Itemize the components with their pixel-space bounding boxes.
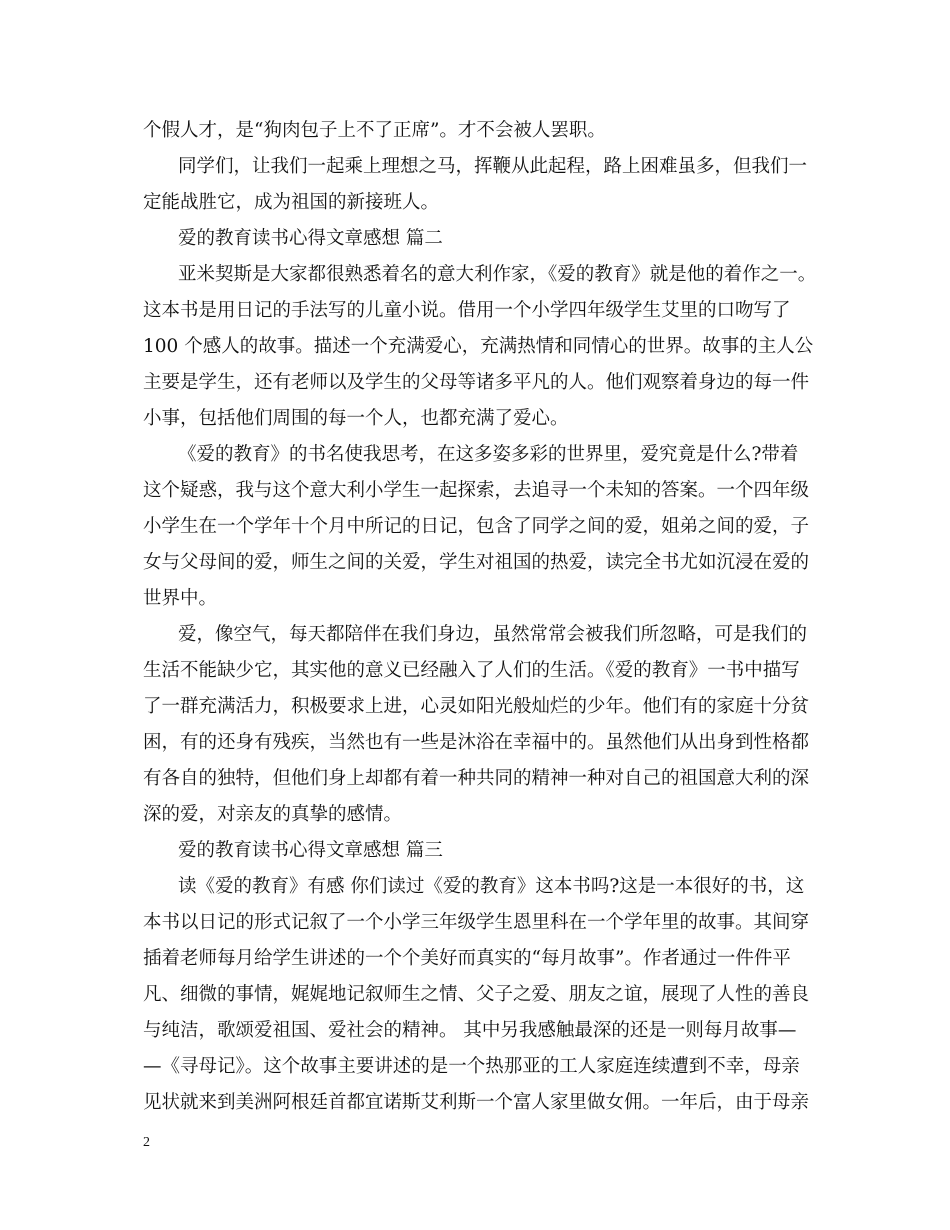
text-line: 见状就来到美洲阿根廷首都宜诺斯艾利斯一个富人家里做女佣。一年后，由于母亲 (143, 1092, 810, 1113)
text-line: —《寻母记》。这个故事主要讲述的是一个热那亚的工人家庭连续遭到不幸，母亲 (143, 1056, 800, 1077)
text-line: 插着老师每月给学生讲述的一个个美好而真实的“每月故事”。作者通过一件件平 (143, 948, 791, 969)
text-line: 定能战胜它，成为祖国的新接班人。 (143, 192, 440, 213)
text-line: 主要是学生，还有老师以及学生的父母等诸多平凡的人。他们观察着身边的每一件 (143, 372, 810, 393)
text-line: 深的爱，对亲友的真挚的感情。 (143, 804, 403, 825)
text-line: 小事，包括他们周围的每一个人，也都充满了爱心。 (143, 408, 569, 429)
text-line: 小学生在一个学年十个月中所记的日记，包含了同学之间的爱，姐弟之间的爱，子 (143, 516, 810, 537)
paragraph-first-line: 亚米契斯是大家都很熟悉着名的意大利作家，《爱的教育》就是他的着作之一。 (178, 264, 817, 285)
paragraph-first-line: 爱，像空气，每天都陪伴在我们身边，虽然常常会被我们所忽略，可是我们的 (178, 624, 808, 645)
paragraph-first-line: 读《爱的教育》有感 你们读过《爱的教育》这本书吗?这是一本很好的书，这 (178, 876, 805, 897)
text-line: 凡、细微的事情，娓娓地记叙师生之情、父子之爱、朋友之谊，展现了人性的善良 (143, 984, 810, 1005)
section-heading: 爱的教育读书心得文章感想 篇三 (178, 840, 443, 861)
text-line: 世界中。 (143, 588, 218, 609)
text-line: 与纯洁，歌颂爱祖国、爱社会的精神。 其中另我感触最深的还是一则每月故事— (143, 1020, 797, 1041)
text-line: 困，有的还身有残疾，当然也有一些是沐浴在幸福中的。虽然他们从出身到性格都 (143, 732, 810, 753)
text-line: 个假人才，是“狗肉包子上不了正席”。才不会被人罢职。 (143, 120, 606, 141)
text-line: 生活不能缺少它，其实他的意义已经融入了人们的生活。《爱的教育》一书中描写 (143, 660, 800, 681)
text-line: 了一群充满活力，积极要求上进，心灵如阳光般灿烂的少年。他们有的家庭十分贫 (143, 696, 810, 717)
section-heading: 爱的教育读书心得文章感想 篇二 (178, 228, 443, 249)
text-line: 100 个感人的故事。描述一个充满爱心，充满热情和同情心的世界。故事的主人公 (143, 336, 814, 357)
text-line: 本书以日记的形式记叙了一个小学三年级学生恩里科在一个学年里的故事。其间穿 (143, 912, 810, 933)
text-line: 这个疑惑，我与这个意大利小学生一起探索，去追寻一个未知的答案。一个四年级 (143, 480, 810, 501)
text-line: 女与父母间的爱，师生之间的关爱，学生对祖国的热爱，读完全书尤如沉浸在爱的 (143, 552, 810, 573)
text-line: 有各自的独特，但他们身上却都有着一种共同的精神一种对自己的祖国意大利的深 (143, 768, 810, 789)
text-line: 这本书是用日记的手法写的儿童小说。借用一个小学四年级学生艾里的口吻写了 (143, 300, 791, 321)
paragraph-first-line: 同学们，让我们一起乘上理想之马，挥鞭从此起程，路上困难虽多，但我们一 (178, 156, 808, 177)
paragraph-first-line: 《爱的教育》的书名使我思考，在这多姿多彩的世界里，爱究竟是什么?带着 (178, 444, 799, 465)
page-number: 2 (143, 1135, 150, 1150)
